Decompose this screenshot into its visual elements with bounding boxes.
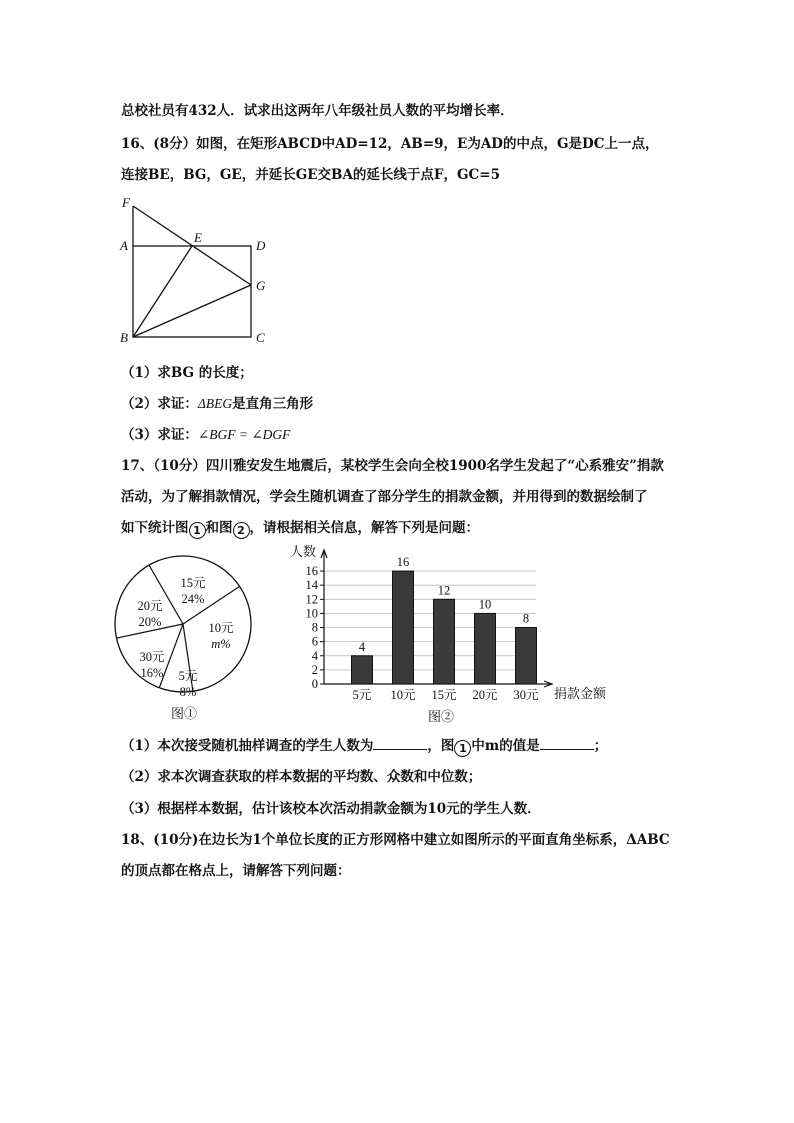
bar [475, 613, 496, 684]
pie-chart [112, 554, 262, 724]
answer-blank-2[interactable] [540, 737, 594, 750]
fig2-caption: 图② [428, 710, 455, 725]
pie-slice-percent: 24% [181, 592, 205, 606]
x-category-label: 5元 [352, 688, 372, 702]
bar-chart-ylabel: 人数 [290, 544, 317, 559]
label-D: D [256, 238, 266, 253]
label-A: A [120, 238, 128, 253]
circled-number-2: 2 [233, 522, 250, 539]
q17-line3: 如下统计图 1 和图 2 ，请根据相关信息，解答下列是问题： [121, 520, 479, 537]
bar-value-label: 8 [522, 611, 530, 626]
q16-sub3: （3）求证：∠BGF = ∠DGF [121, 427, 291, 443]
pie-slice-percent: 8% [179, 685, 197, 699]
label-B: B [120, 330, 128, 345]
q17-sub1: （1）本次接受随机抽样调查的学生人数为 ，图 1 中m的值是 ； [121, 738, 608, 755]
pie-slice-percent: 20% [138, 615, 162, 629]
q17-line1: 17、（10分）四川雅安发生地震后，某校学生会向全校1900名学生发起了“心系雅安”捐款 [121, 458, 664, 474]
q17-sub3: （3）根据样本数据，估计该校本次活动捐款金额为10元的学生人数． [121, 801, 541, 817]
q17-sub2: （2）求本次调查获取的样本数据的平均数、众数和中位数； [121, 769, 482, 785]
bar [393, 571, 414, 684]
q18-line1: 18、(10分)在边长为1个单位长度的正方形网格中建立如图所示的平面直角坐标系，ΔABC [121, 832, 670, 848]
q18-line2: 的顶点都在格点上，请解答下列问题： [121, 863, 351, 879]
q16-sub2: （2）求证：ΔBEG是直角三角形 [121, 396, 314, 412]
pie-slice-label: 30元 [139, 650, 165, 664]
pie-slice-percent: m% [211, 637, 231, 651]
label-F: F [122, 195, 130, 210]
pie-slice-label: 5元 [178, 669, 198, 683]
answer-blank-1[interactable] [373, 737, 427, 750]
y-tick-label: 2 [311, 662, 318, 677]
bar-chart-xlabel: 捐款金额 [554, 686, 607, 701]
x-category-label: 20元 [472, 688, 498, 702]
q17-line2: 活动，为了解捐款情况，学会生随机调查了部分学生的捐款金额，并用得到的数据绘制了 [121, 489, 648, 505]
x-category-label: 10元 [390, 688, 416, 702]
y-tick-label: 12 [305, 592, 318, 607]
bar [434, 599, 455, 684]
bar-value-label: 12 [437, 583, 451, 598]
q15-tail-text: 总校社员有432人．试求出这两年八年级社员人数的平均增长率． [121, 103, 514, 119]
y-tick-label: 16 [305, 564, 318, 579]
q16-sub1: （1）求BG 的长度； [121, 365, 253, 381]
y-tick-label: 8 [311, 620, 318, 635]
y-tick-label: 14 [305, 578, 318, 593]
x-category-label: 30元 [513, 688, 539, 702]
bar-chart [284, 544, 624, 709]
bar [516, 628, 537, 684]
y-tick-label: 10 [305, 606, 318, 621]
pie-slice-label: 20元 [137, 599, 163, 613]
pie-slice-label: 10元 [208, 621, 234, 635]
circled-number-1: 1 [189, 522, 206, 539]
label-C: C [256, 330, 265, 345]
bar-value-label: 10 [478, 597, 492, 612]
bar-value-label: 4 [358, 639, 366, 654]
pie-slice-label: 15元 [180, 576, 206, 590]
bar [352, 656, 373, 684]
bar-value-label: 16 [396, 555, 410, 570]
label-E: E [194, 230, 202, 245]
x-category-label: 15元 [431, 688, 457, 702]
label-G: G [256, 278, 266, 293]
pie-slice-percent: 16% [140, 666, 164, 680]
circled-number-1b: 1 [454, 740, 471, 757]
y-tick-label: 0 [311, 677, 318, 691]
q16-line1: 16、(8分）如图，在矩形ABCD中AD=12，AB=9，E为AD的中点，G是DC上一点， [121, 136, 659, 152]
q16-line2: 连接BE，BG，GE，并延长GE交BA的延长线于点F，GC=5 [121, 167, 500, 183]
q16-rectangle-figure [110, 192, 280, 352]
y-tick-label: 4 [311, 648, 318, 663]
y-tick-label: 6 [311, 634, 318, 649]
fig1-caption: 图① [171, 707, 198, 722]
